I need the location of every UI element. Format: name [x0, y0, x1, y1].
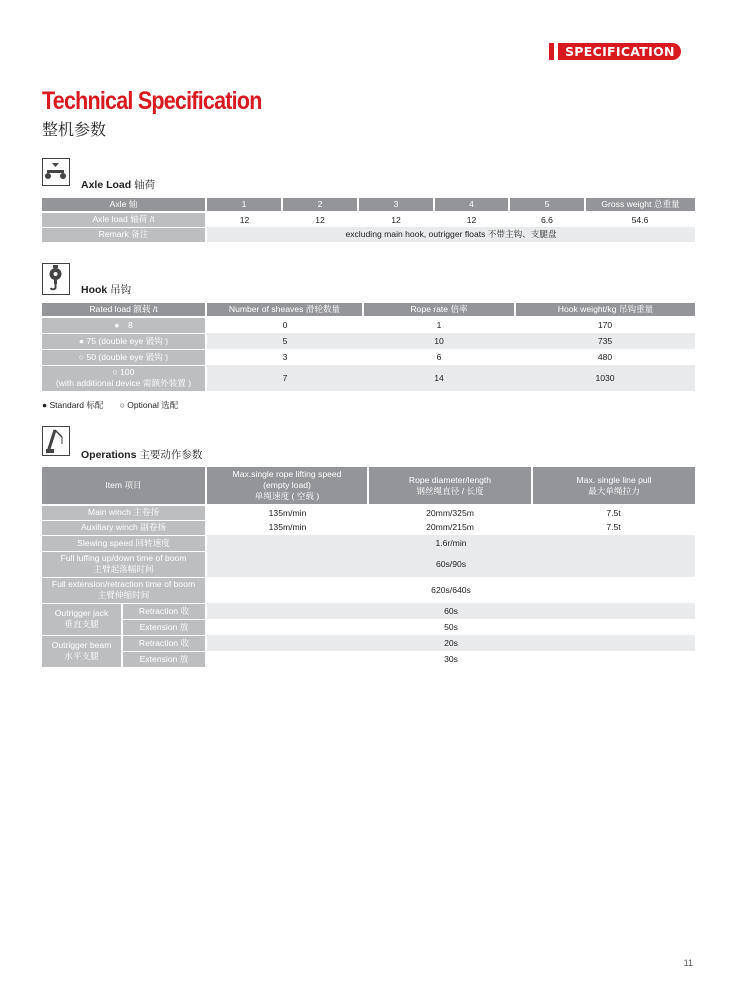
row-label: Main winch 主卷扬	[42, 505, 206, 520]
table-cell: 0	[282, 320, 288, 330]
spec-badge-bar	[549, 43, 554, 60]
table-row	[42, 333, 695, 349]
table-cell: 620s/640s	[431, 584, 471, 595]
col-header: Rated load 额载 /t	[42, 303, 206, 317]
page-number: 11	[683, 958, 693, 968]
table-cell: 20mm/325m	[426, 507, 474, 518]
ops-section-title	[81, 447, 202, 462]
axle-icon	[42, 158, 70, 186]
col-header: 3	[358, 198, 434, 212]
table-cell: 30s	[444, 653, 458, 664]
row-label: Auxiliary winch 副卷扬	[42, 520, 206, 535]
table-row	[42, 365, 695, 391]
hook-section-title	[81, 282, 131, 297]
hook-table	[42, 303, 695, 392]
table-cell: 60s	[206, 603, 695, 619]
row-label: Remark 备注	[42, 227, 206, 242]
col-header-line: (empty load)	[263, 480, 311, 490]
row-label: Extension 放	[122, 619, 206, 635]
table-cell: 7.5t	[606, 507, 621, 518]
table-cell: 10	[363, 333, 515, 349]
table-cell: 135m/min	[268, 507, 307, 518]
page-subtitle: 整机参数	[42, 122, 107, 139]
table-cell: 135m/min	[268, 522, 307, 532]
spec-badge-label: SPECIFICATION	[558, 43, 681, 60]
row-label: ● 8	[42, 317, 206, 333]
col-header: 2	[282, 198, 358, 212]
table-cell: 54.6	[631, 214, 649, 225]
row-label-line: Full extension/retraction time of boom	[51, 579, 196, 589]
col-header: Rope rate 倍率	[363, 303, 515, 317]
table-row	[42, 603, 695, 619]
table-cell: 60s/90s	[206, 551, 695, 577]
col-header	[206, 467, 368, 505]
table-cell: 5	[206, 333, 363, 349]
legend-optional: ○ Optional 选配	[119, 400, 179, 410]
table-cell: 7.5t	[606, 522, 621, 532]
table-row	[42, 505, 695, 520]
col-header: 5	[509, 198, 585, 212]
row-group-label	[42, 635, 122, 667]
row-label: Axle load 轴荷 /t	[42, 212, 206, 227]
row-label-line: Outrigger beam	[51, 640, 112, 650]
table-row	[42, 349, 695, 365]
table-header-row	[42, 303, 695, 317]
row-label-line: Outrigger jack	[54, 608, 109, 618]
table-row	[42, 520, 695, 535]
table-header-row	[42, 467, 695, 505]
row-label: Retraction 收	[122, 603, 206, 619]
axle-section-title	[81, 177, 155, 192]
crane-icon	[42, 426, 70, 456]
ops-title-zh: 主要动作参数	[139, 449, 203, 461]
table-row	[42, 651, 695, 667]
table-row	[42, 227, 695, 242]
table-cell: 3	[282, 351, 288, 362]
col-header: 1	[206, 198, 282, 212]
table-cell: 50s	[444, 621, 458, 632]
table-cell: 7	[206, 365, 363, 391]
table-cell: 170	[597, 320, 613, 330]
table-row	[42, 535, 695, 551]
table-header-row	[42, 198, 695, 212]
page-title: Technical Specification	[42, 87, 262, 115]
table-row	[42, 635, 695, 651]
col-header	[368, 467, 532, 505]
table-row	[42, 577, 695, 603]
row-label-line: 垂直支腿	[64, 619, 99, 629]
row-label	[42, 551, 206, 577]
col-header: Item 项目	[42, 467, 206, 505]
col-header: Axle 轴	[42, 198, 206, 212]
table-cell: 735	[515, 333, 695, 349]
axle-title-en: Axle Load	[81, 179, 132, 191]
table-cell: 20s	[206, 635, 695, 651]
table-row	[42, 212, 695, 227]
row-label-line: ○ 100	[112, 367, 135, 377]
row-group-label	[42, 603, 122, 635]
table-cell: 6.6	[541, 214, 553, 225]
legend-standard: ● Standard 标配	[42, 400, 104, 410]
row-label-line: 主臂伸缩时间	[97, 590, 150, 600]
table-cell: 20mm/215m	[426, 522, 474, 532]
hook-title-en: Hook	[81, 284, 108, 296]
table-cell: 480	[597, 351, 613, 362]
col-header-line: Max. single line pull	[576, 474, 652, 485]
hook-legend	[42, 399, 192, 411]
table-cell: 12	[239, 214, 250, 225]
table-cell: 12	[391, 214, 401, 225]
col-header-line: 钢丝绳直径 / 长度	[416, 485, 484, 496]
col-header-line: Max.single rope lifting speed	[232, 469, 342, 479]
row-label-line: 水平支腿	[64, 651, 99, 661]
table-cell: 1.6r/min	[206, 535, 695, 551]
row-label: ○ 50 (double eye 锻钩 )	[42, 349, 206, 365]
table-cell: 12	[315, 214, 325, 225]
col-header-line: 最大单绳拉力	[588, 485, 640, 496]
row-label: Retraction 收	[122, 635, 206, 651]
col-header: 4	[434, 198, 509, 212]
col-header-line: 单绳速度 ( 空载 )	[254, 491, 320, 501]
table-cell: excluding main hook, outrigger floats 不带主钩、支腿盘	[206, 227, 695, 242]
col-header-line: Rope diameter/length	[408, 474, 492, 485]
hook-icon	[42, 263, 70, 295]
table-row	[42, 551, 695, 577]
col-header: Gross weight 总重量	[585, 198, 695, 212]
table-row	[42, 317, 695, 333]
operations-table	[42, 467, 695, 668]
row-label: Slewing speed 回转速度	[42, 535, 206, 551]
row-label-line: (with additional device 需额外装置 )	[55, 378, 192, 388]
row-label	[42, 577, 206, 603]
row-label-line: Full luffing up/down time of boom	[60, 553, 187, 563]
table-cell: 1030	[515, 365, 695, 391]
axle-title-zh: 轴荷	[134, 179, 156, 191]
table-cell: 14	[363, 365, 515, 391]
row-label-line: 主臂起落幅时间	[93, 564, 154, 574]
col-header: Hook weight/kg 吊钩重量	[515, 303, 695, 317]
ops-title-en: Operations	[81, 449, 137, 461]
row-label	[42, 365, 206, 391]
table-cell: 1	[436, 320, 442, 330]
col-header	[532, 467, 695, 505]
spec-badge	[549, 42, 681, 60]
hook-title-zh: 吊钩	[110, 284, 132, 296]
table-cell: 12	[466, 214, 477, 225]
row-label: Extension 放	[122, 651, 206, 667]
table-cell: 6	[436, 351, 442, 362]
axle-load-table	[42, 198, 695, 243]
table-row	[42, 619, 695, 635]
col-header: Number of sheaves 滑轮数量	[206, 303, 363, 317]
row-label: ● 75 (double eye 锻钩 )	[42, 333, 206, 349]
